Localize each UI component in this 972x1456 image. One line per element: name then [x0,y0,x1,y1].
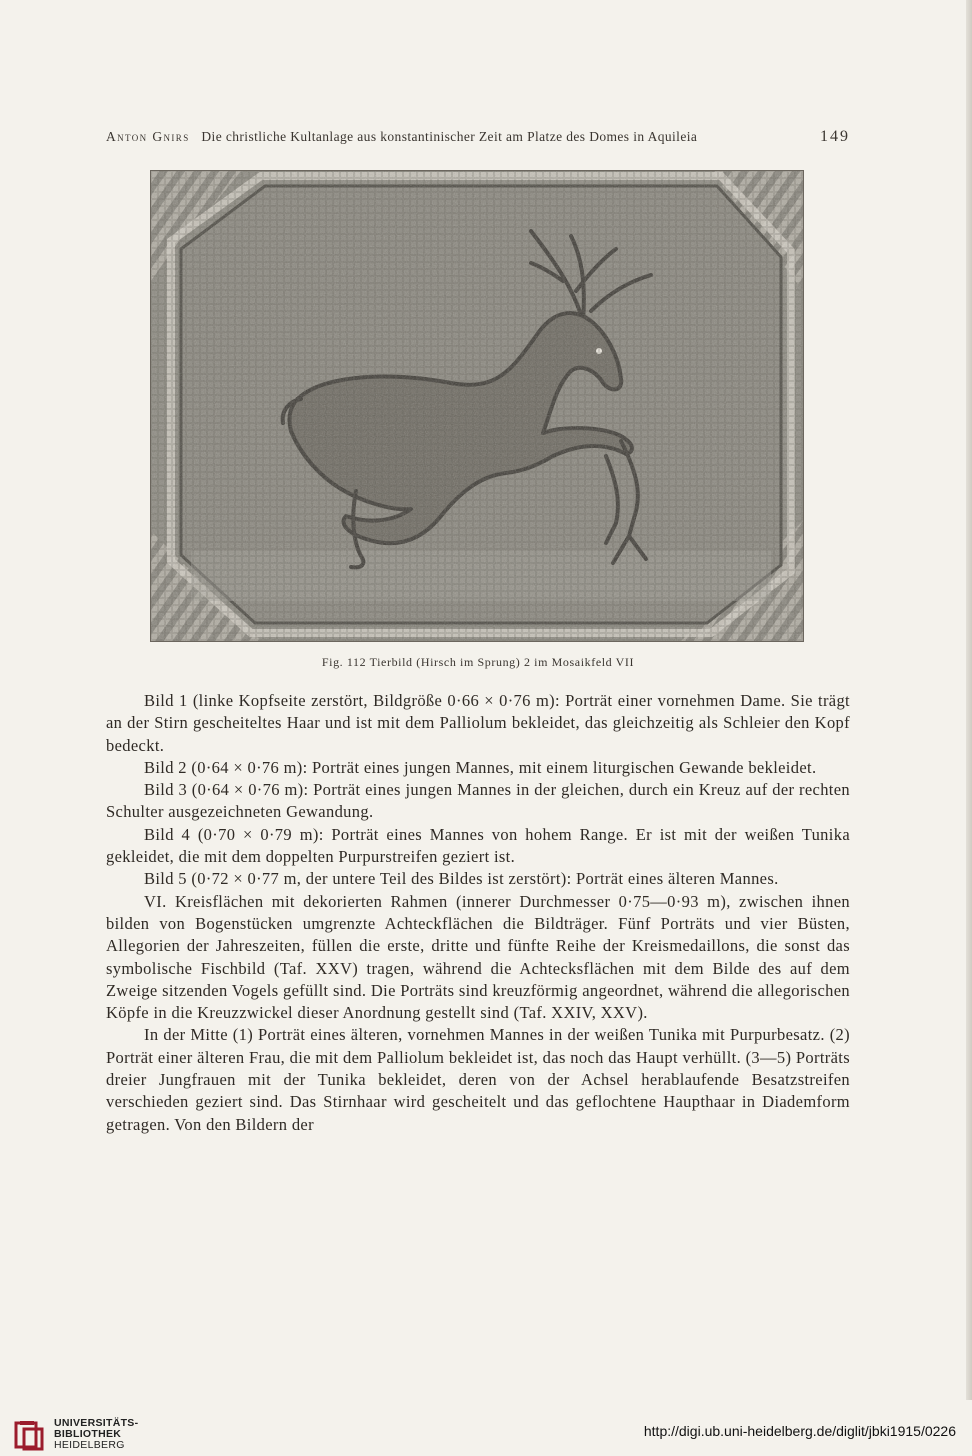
page-number: 149 [820,128,850,145]
paragraph: Bild 2 (0·64 × 0·76 m): Porträt eines jungen Mannes, mit einem liturgischen Gewande bekleidet. [144,757,817,777]
page-edge [966,0,972,1400]
library-name-line-2: BIBLIOTHEK [54,1428,122,1440]
header-title: Die christliche Kultanlage aus konstantinischer Zeit am Platze des Domes in Aquileia [201,129,698,144]
mosaic-figure [150,170,804,642]
library-logo-icon [14,1419,48,1451]
running-header [106,128,850,146]
header-left [106,129,697,145]
header-author: Anton Gnirs [106,129,190,144]
source-url-link[interactable]: http://digi.ub.uni-heidelberg.de/diglit/jbki1915/0226 [643,1423,956,1439]
paragraph: VI. Kreisflächen mit dekorierten Rahmen (innerer Durchmesser 0·75—0·93 m), zwischen ihnen bilden von Bogenstücken umgrenzte Achteckflächen die Bildträger. Fünf Porträts und vier Büsten, Allegorien der Jahreszeiten, füllen die erste, dritte und fünfte Reihe der Kreismedaillons, die sonst das symbolische Fischbild (Taf. XXV) tragen, während die Achtecksflächen mit dem Bilde des auf dem Zweige sitzenden Vogels gefüllt sind. Die Porträts sind kreuzförmig angeordnet, während die allegorischen Köpfe in die Kreuzzwickel dieser Anordnung gestellt sind (Taf. XXIV, XXV). [106,891,850,1023]
library-logo[interactable] [14,1418,138,1451]
library-name-line-3: HEIDELBERG [54,1439,125,1451]
paragraph: Bild 4 (0·70 × 0·79 m): Porträt eines Mannes von hohem Range. Er ist mit der weißen Tunika gekleidet, die mit dem doppelten Purpurstreifen geziert ist. [106,824,850,867]
library-name [54,1418,138,1451]
paragraph: Bild 3 (0·64 × 0·76 m): Porträt eines jungen Mannes in der gleichen, durch ein Kreuz auf der rechten Schulter ausgezeichneten Gewandung. [106,780,850,822]
paragraph: Bild 5 (0·72 × 0·77 m, der untere Teil des Bildes ist zerstört): Porträt eines älteren Mannes. [144,869,779,889]
paragraph: In der Mitte (1) Porträt eines älteren, vornehmen Mannes in der weißen Tunika mit Purpurbesatz. (2) Porträt einer älteren Frau, die mit dem Palliolum bekleidet ist, das noch das Haupt verhüllt. (3—5) Porträts dreier Jungfrauen mit der Tunika bekleidet, deren von der Achsel herablaufende Besatzstreifen verschieden geziert sind. Das Stirnhaar wird gescheitelt und das geflochtene Haupthaar in Diademform getragen. Von den Bildern der [106,1025,850,1134]
figure-caption: Fig. 112 Tierbild (Hirsch im Sprung) 2 im Mosaikfeld VII [321,655,635,669]
mosaic-image [151,171,803,641]
paragraph: Bild 1 (linke Kopfseite zerstört, Bildgröße 0·66 × 0·76 m): Porträt einer vornehmen Dame. Sie trägt an der Stirn gescheiteltes Haar und ist mit dem Palliolum bekleidet, das gleichzeitig als Schleier den Kopf bedeckt. [106,691,850,755]
library-name-line-1: UNIVERSITÄTS- [54,1417,139,1429]
body-text [106,690,850,1136]
